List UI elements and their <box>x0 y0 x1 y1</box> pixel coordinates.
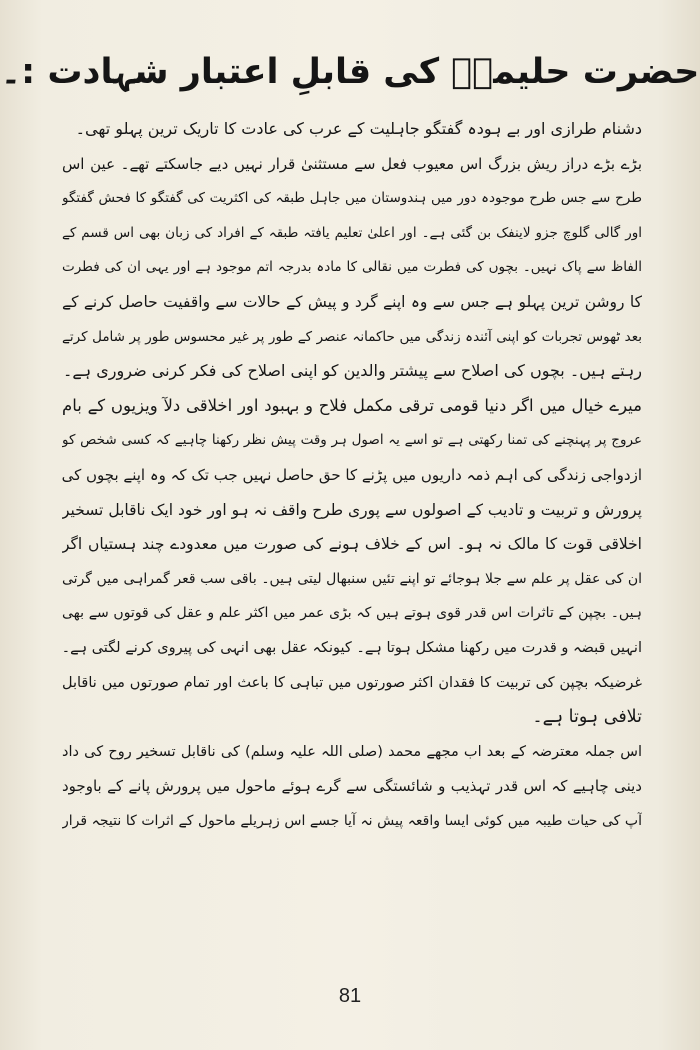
text-line: غرضیکہ بچپن کی تربیت کا فقدان اکثر صورتوں میں تباہی کا باعث اور تمام صورتوں میں ناقابل <box>62 674 642 691</box>
text-line: آپ کی حیات طیبہ میں کوئی ایسا واقعہ پیش نہ آیا جسے اس زہریلے ماحول کے اثرات کا نتیجہ قرار <box>62 812 642 829</box>
text-line: دشنام طرازی اور بے ہودہ گفتگو جاہلیت کے عرب کی عادت کا تاریک ترین پہلو تھی۔ <box>75 119 642 138</box>
text-line: طرح سے جس طرح موجودہ دور میں ہندوستان میں جاہل طبقہ کی اکثریت کی گفتگو کا فحش گفتگو <box>62 190 642 207</box>
text-line: ان کی عقل پر علم سے جلا ہوجائے تو اپنے تئیں سنبھال لیتی ہیں۔ باقی سب قعر گمراہی میں گرتی <box>62 570 642 587</box>
text-line: تلافی ہوتا ہے۔ <box>532 707 642 728</box>
text-line: اخلاقی قوت کا مالک نہ ہو۔ اس کے خلاف ہونے کی صورت میں معدودے چند ہستیاں اگر <box>62 535 642 554</box>
text-line: عروج پر پہنچنے کی تمنا رکھتی ہے تو اسے یہ اصول ہر وقت پیش نظر رکھنا چاہیے کہ کسی شخص کو <box>62 432 642 449</box>
text-line: میرے خیال میں اگر دنیا قومی ترقی مکمل فلاح و بہبود اور اخلاقی دلآ ویزیوں کے بام <box>62 395 642 415</box>
page-number: 81 <box>338 985 362 1007</box>
text-line: پرورش و تربیت و تادیب کے اصولوں سے پوری طرح واقف نہ ہو اور خود ایک ناقابل تسخیر <box>62 500 642 519</box>
text-line: الفاظ سے پاک نہیں۔ بچوں کی فطرت میں نقالی کا مادہ بدرجہ اتم موجود ہے اور یہی ان کی فطرت <box>62 259 642 276</box>
text-line: ازدواجی زندگی کی اہم ذمہ داریوں میں پڑنے کا حق حاصل نہیں جب تک کہ وہ اپنے بچوں کی <box>62 465 642 484</box>
text-line: رہتے ہیں۔ بچوں کی اصلاح سے پیشتر والدین کو اپنی اصلاح کی فکر کرنی ضروری ہے۔ <box>63 361 642 381</box>
text-line: کا روشن ترین پہلو ہے جس سے وہ اپنے گرد و پیش کے حالات سے واقفیت حاصل کرنے کے <box>62 292 642 311</box>
text-line: بڑے بڑے دراز ریش بزرگ اس معیوب فعل سے مستثنیٰ قرار نہیں دیے جاسکتے تھے۔ عین اس <box>62 154 642 173</box>
text-line: دینی چاہیے کہ اس قدر تہذیب و شائستگی سے گرے ہوئے ماحول میں پرورش پانے کے باوجود <box>62 777 642 796</box>
text-line: بعد ٹھوس تجربات کو اپنی آئندہ زندگی میں حاکمانہ عنصر کے طور پر غیر محسوس طور پر شامل کرتے <box>62 328 642 345</box>
text-line: انہیں قبضہ و قدرت میں رکھنا مشکل ہوتا ہے۔ کیونکہ عقل بھی انہی کی پیروی کرنے لگتی ہے۔ <box>62 639 642 656</box>
text-line: اس جملہ معترضہ کے بعد اب مجھے محمد (صلی اللہ علیہ وسلم) کی ناقابل تسخیر روح کی داد <box>62 743 642 760</box>
text-line: اور گالی گلوچ جزو لاینفک بن گئی ہے۔ اور اعلیٰ تعلیم یافتہ طبقہ کے افراد کی زبان بھی اس قسم کے <box>62 224 642 241</box>
body-text <box>62 112 642 838</box>
text-line: ہیں۔ بچپن کے تاثرات اس قدر قوی ہوتے ہیں کہ بڑی عمر میں اکثر علم و عقل کی قوتوں سے بھی <box>62 605 642 622</box>
page-title: حضرت حلیمہؓ کی قابلِ اعتبار شہادت :۔ <box>0 52 700 92</box>
